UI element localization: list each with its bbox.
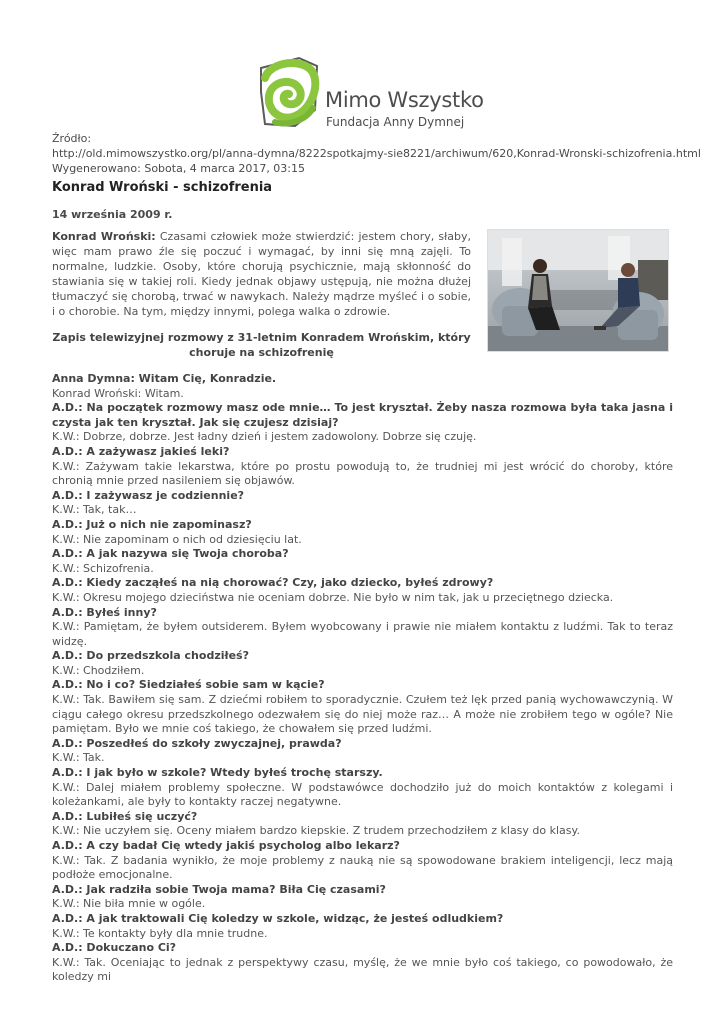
- transcript-answer: K.W.: Schizofrenia.: [52, 561, 154, 575]
- transcript-question: Anna Dymna: Witam Cię, Konradzie.: [52, 372, 277, 385]
- transcript-answer: K.W.: Tak, tak…: [52, 503, 137, 517]
- transcript-question: A.D.: A jak traktowali Cię koledzy w szkole, widząc, że jesteś odludkiem?: [52, 911, 504, 925]
- transcript-answer: K.W.: Tak. Z badania wynikło, że moje problemy z nauką nie są spowodowane brakiem inteligencji, lecz mają podłoże emocjonalne.: [52, 853, 673, 882]
- transcript-question: A.D.: A jak nazywa się Twoja choroba?: [52, 547, 289, 561]
- transcript-answer: K.W.: Pamiętam, że byłem outsiderem. Byłem wyobcowany i prawie nie miałem kontaktu z ludźmi. Tak to teraz widzę.: [52, 620, 673, 648]
- source-url[interactable]: http://old.mimowszystko.org/pl/anna-dymna/8222spotkajmy-sie8221/archiwum/620,Konrad-Wronski-schizofrenia.html: [52, 147, 701, 160]
- transcript-answer: K.W.: Zażywam takie lekarstwa, które po prostu powodują to, że trudniej mi jest wrócić do choroby, które chronią mnie przed nasileniem się objawów.: [52, 459, 673, 488]
- logo-subtitle: Fundacja Anny Dymnej: [326, 115, 465, 129]
- transcript-question: A.D.: Do przedszkola chodziłeś?: [52, 649, 249, 663]
- source-label: Źródło:: [52, 132, 92, 145]
- interview-transcript: [52, 372, 673, 985]
- transcript-question: A.D.: Lubiłeś się uczyć?: [52, 809, 198, 823]
- article-date: 14 września 2009 r.: [52, 208, 173, 221]
- article-title: Konrad Wroński - schizofrenia: [52, 180, 273, 195]
- transcript-question: A.D.: Na początek rozmowy masz ode mnie… To jest kryształ. Żeby nasza rozmowa była taka jasna i czysta jak ten kryształ. Jak się czujesz dzisiaj?: [52, 401, 673, 429]
- interview-photo: [487, 229, 669, 352]
- article-intro: [52, 229, 471, 319]
- logo-title: Mimo Wszystko: [325, 88, 484, 112]
- transcript-answer: K.W.: Nie uczyłem się. Oceny miałem bardzo kiepskie. Z trudem przechodziłem z klasy do klasy.: [52, 824, 580, 838]
- transcript-question: A.D.: Kiedy zacząłeś na nią chorować? Czy, jako dziecko, byłeś zdrowy?: [52, 576, 494, 590]
- transcript-answer: K.W.: Dalej miałem problemy społeczne. W podstawówce dochodziło już do moich kontaktów z kolegami i koleżankami, ale były to kontakty raczej negatywne.: [52, 780, 673, 809]
- transcript-answer: K.W.: Okresu mojego dzieciństwa nie oceniam dobrze. Nie było w nim tak, jak u przeciętnego dziecka.: [52, 590, 614, 604]
- transcript-answer: K.W.: Tak.: [52, 751, 105, 765]
- spiral-logo-icon: [255, 52, 323, 132]
- transcript-answer: K.W.: Tak. Bawiłem się sam. Z dziećmi robiłem to sporadycznie. Czułem też lęk przed panią wychowawczynią. W ciągu całego okresu przedszkolnego odezwałem się do niej może raz… A może nie zrobiłem tego w ogóle? Nie pamiętam. Było we mnie coś takiego, że chowałem się przed ludźmi.: [52, 693, 673, 736]
- interview-photo-image: [488, 230, 668, 351]
- article-subheading: Zapis telewizyjnej rozmowy z 31-letnim Konradem Wrońskim, który choruje na schizofrenię: [52, 331, 471, 359]
- transcript-answer: K.W.: Chodziłem.: [52, 663, 145, 677]
- transcript-answer: K.W.: Nie zapominam o nich od dziesięciu lat.: [52, 532, 302, 546]
- transcript-question: A.D.: A zażywasz jakieś leki?: [52, 444, 230, 458]
- document-meta: [52, 131, 701, 176]
- transcript-answer: K.W.: Tak. Oceniając to jednak z perspektywy czasu, myślę, że we mnie było coś takiego, co powodowało, że koledzy mi: [52, 955, 673, 984]
- transcript-question: A.D.: Dokuczano Ci?: [52, 941, 177, 955]
- transcript-question: A.D.: A czy badał Cię wtedy jakiś psycholog albo lekarz?: [52, 839, 400, 852]
- intro-text: Czasami człowiek może stwierdzić: jestem chory, słaby, więc mam prawo źle się poczuć i wymagać, by inni się mną zajęli. To normalne, ludzkie. Osoby, które chorują psychicznie, mają skłonność do stawiania się w takiej roli. Kiedy jednak objawy ustępują, nie można dłużej tłumaczyć się chorobą, trwać w nawykach. Należy mądrze myśleć i o sobie, i o chorobie. Na tym, między innymi, polega walka o zdrowie.: [52, 230, 472, 318]
- transcript-question: A.D.: Już o nich nie zapominasz?: [52, 517, 252, 531]
- transcript-question: A.D.: Jak radziła sobie Twoja mama? Biła Cię czasami?: [52, 882, 386, 896]
- transcript-question: A.D.: Poszedłeś do szkoły zwyczajnej, prawda?: [52, 736, 342, 750]
- intro-speaker: Konrad Wroński:: [52, 230, 156, 243]
- generated-date: Wygenerowano: Sobota, 4 marca 2017, 03:15: [52, 162, 306, 175]
- transcript-question: A.D.: I zażywasz je codziennie?: [52, 488, 245, 502]
- foundation-logo: [255, 52, 484, 134]
- transcript-answer: K.W.: Te kontakty były dla mnie trudne.: [52, 926, 268, 940]
- transcript-question: A.D.: I jak było w szkole? Wtedy byłeś trochę starszy.: [52, 766, 383, 780]
- transcript-answer: Konrad Wroński: Witam.: [52, 386, 184, 400]
- transcript-answer: K.W.: Nie biła mnie w ogóle.: [52, 897, 206, 911]
- transcript-question: A.D.: Byłeś inny?: [52, 605, 157, 619]
- transcript-question: A.D.: No i co? Siedziałeś sobie sam w kącie?: [52, 678, 325, 692]
- transcript-answer: K.W.: Dobrze, dobrze. Jest ładny dzień i jestem zadowolony. Dobrze się czuję.: [52, 430, 477, 444]
